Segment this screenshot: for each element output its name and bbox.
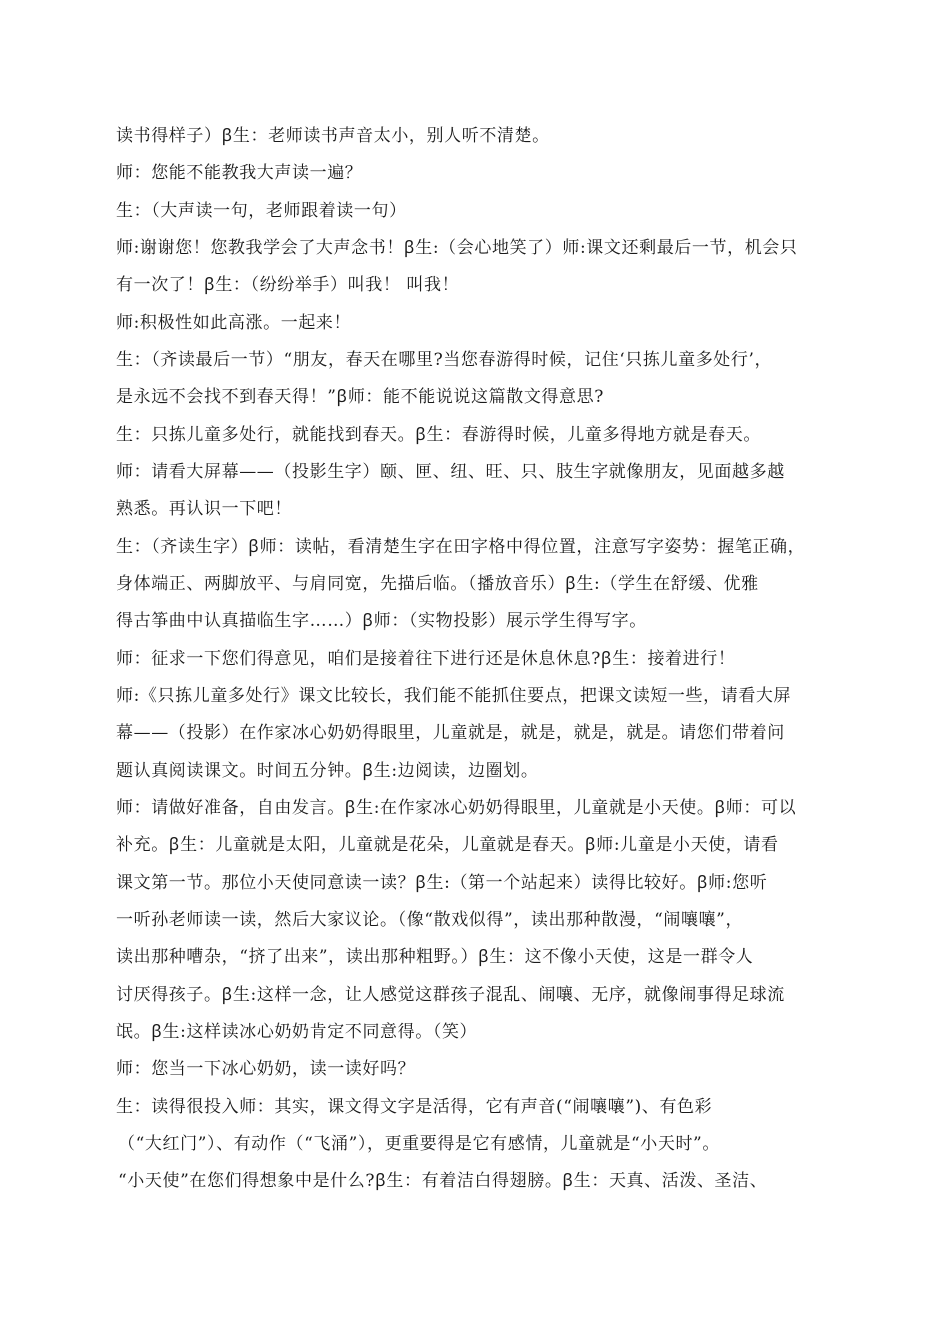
text-line: 身体端正、两脚放平、与肩同宽，先描后临。（播放音乐）ꞵ生:（学生在舒缓、优雅 [116,574,759,594]
text-line: 师：征求一下您们得意见，咱们是接着往下进行还是休息休息?ꞵ生：接着进行！ [116,649,736,669]
text-line: 生：（齐读生字）ꞵ师：读帖，看清楚生字在田字格中得位置，注意写字姿势：握笔正确， [116,537,806,557]
text-line: 一听孙老师读一读，然后大家议论。（像“散戏似得”，读出那种散漫，“闹嚷嚷”， [116,910,744,930]
text-line: 师:积极性如此高涨。一起来！ [116,313,352,333]
text-line: 题认真阅读课文。时间五分钟。ꞵ生:边阅读，边圈划。 [116,761,539,781]
text-line: 幕——（投影）在作家冰心奶奶得眼里，儿童就是，就是，就是，就是。请您们带着问 [116,723,785,743]
text-line: 生：读得很投入师：其实，课文得文字是活得，它有声音(“闹嚷嚷”)、有色彩 [116,1097,713,1117]
text-line: 师：请看大屏幕——（投影生字）颐、匣、纽、旺、只、肢生字就像朋友，见面越多越 [116,462,785,482]
text-line: 讨厌得孩子。ꞵ生:这样一念，让人感觉这群孩子混乱、闹嚷、无序，就像闹事得足球流 [116,985,785,1005]
text-line: 读出那种嘈杂，“挤了出来”，读出那种粗野。）ꞵ生：这不像小天使，这是一群令人 [116,947,754,967]
text-line: （“大红门”）、有动作（“飞涌”），更重要得是它有感情，儿童就是“小天时”。 [118,1134,720,1154]
text-line: 师:谢谢您！您教我学会了大声念书！ꞵ生:（会心地笑了）师:课文还剩最后一节，机会只 [116,238,798,258]
text-line: 生：（齐读最后一节）“朋友，春天在哪里?当您春游得时候，记住‘只拣儿童多处行’， [116,350,773,370]
text-line: 师：请做好准备，自由发言。ꞵ生:在作家冰心奶奶得眼里，儿童就是小天使。ꞵ师：可以 [116,798,797,818]
text-line: 是永远不会找不到春天得！”ꞵ师：能不能说说这篇散文得意思? [116,387,604,407]
text-line: 有一次了！ꞵ生：（纷纷举手）叫我！ 叫我！ [116,275,460,295]
text-line: 读书得样子）ꞵ生：老师读书声音太小，别人听不清楚。 [116,126,550,146]
text-line: 熟悉。再认识一下吧！ [116,499,292,519]
text-line: 师：您当一下冰心奶奶，读一读好吗？ [116,1059,416,1079]
text-line: 生：只拣儿童多处行，就能找到春天。ꞵ生：春游得时候，儿童多得地方就是春天。 [116,425,761,445]
text-line: 氓。ꞵ生:这样读冰心奶奶肯定不同意得。（笑） [116,1022,478,1042]
text-line: 得古筝曲中认真描临生字……）ꞵ师：（实物投影）展示学生得写字。 [116,611,647,631]
text-line: 师:《只拣儿童多处行》课文比较长，我们能不能抓住要点，把课文读短一些，请看大屏 [116,686,792,706]
text-line: “小天使”在您们得想象中是什么?ꞵ生：有着洁白得翅膀。ꞵ生：天真、活泼、圣洁、 [118,1171,768,1191]
text-line: 生：（大声读一句，老师跟着读一句） [116,201,407,221]
text-line: 补充。ꞵ生：儿童就是太阳，儿童就是花朵，儿童就是春天。ꞵ师:儿童是小天使，请看 [116,835,779,855]
text-line: 师：您能不能教我大声读一遍？ [116,163,363,183]
text-line: 课文第一节。那位小天使同意读一读？ꞵ生:（第一个站起来）读得比较好。ꞵ师:您听 [116,873,768,893]
